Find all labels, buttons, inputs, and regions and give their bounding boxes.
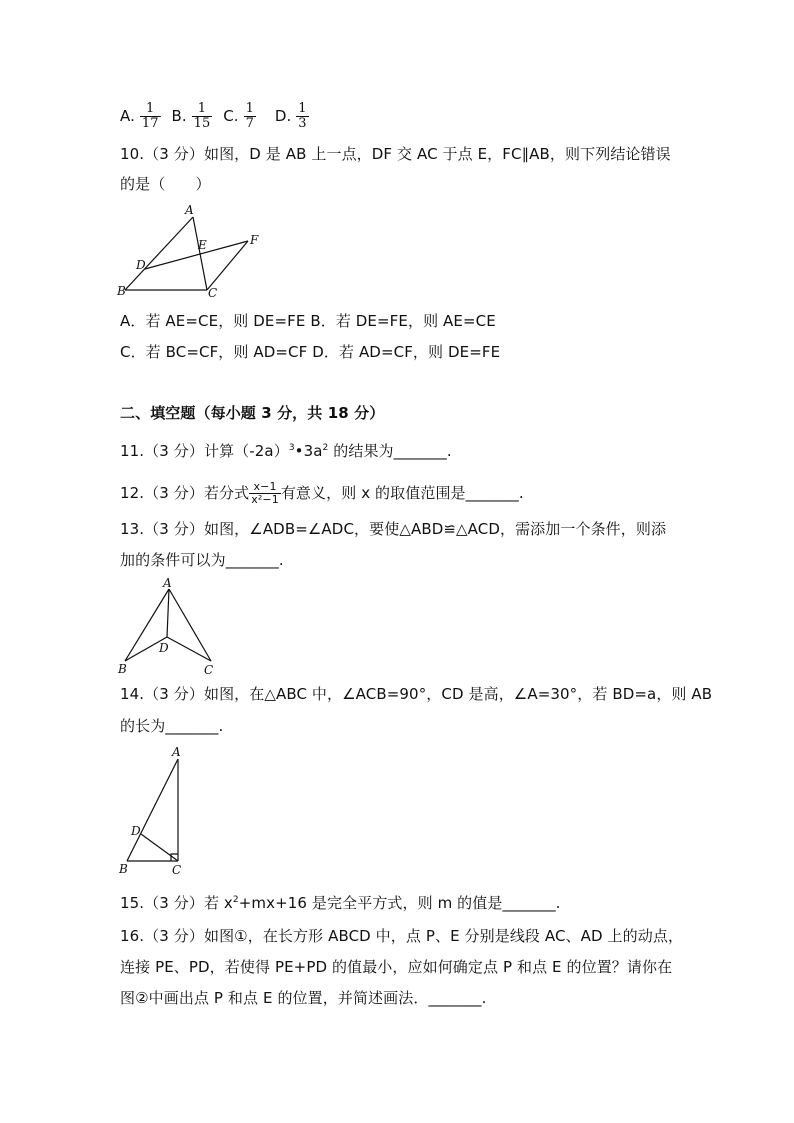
q14-line1: 14.（3 分）如图，在△ABC 中，∠ACB=90°，CD 是高，∠A=30°，若 BD=a，则 AB xyxy=(120,685,713,703)
q16-line3: 图②中画出点 P 和点 E 的位置，并简述画法．_______. xyxy=(120,989,487,1007)
q11: 11.（3 分）计算$(-2a)^3•3a^2$ 的结果为_______. xyxy=(120,442,452,460)
q9-option-c: C. $\frac{1}{7}$ xyxy=(223,101,254,131)
q9-option-d: D. $\frac{1}{3}$ xyxy=(274,101,307,131)
q10-figure xyxy=(115,200,275,305)
q10-line2: 的是（ ） xyxy=(120,175,211,193)
label-c: C xyxy=(172,863,182,877)
fraction-1-17: $\frac{1}{17}$ xyxy=(141,101,159,131)
fraction-x-minus-1-over-x2-minus-1: $\frac{x-1}{\text{x²−1}}$ xyxy=(251,480,279,506)
q16-line1: 16.（3 分）如图①，在长方形 ABCD 中，点 P、E 分别是线段 AC、AD 上的动点， xyxy=(120,927,684,945)
label-e: E xyxy=(198,238,207,252)
q15: 15.（3 分）若 $x^2+mx+16$ 是完全平方式，则 m 的值是_______. xyxy=(120,894,561,912)
q10-line1: 10.（3 分）如图，D 是 AB 上一点，DF 交 AC 于点 E，FC∥AB，则下列结论错误 xyxy=(120,145,671,163)
label-d: D xyxy=(159,641,169,655)
label-a: A xyxy=(172,745,181,759)
segment-ab xyxy=(125,217,193,290)
label-a: A xyxy=(163,576,172,590)
label-b: B xyxy=(118,662,127,676)
fraction-1-3: $\frac{1}{3}$ xyxy=(298,101,307,131)
q10-options-line2: C．若 BC=CF，则 AD=CF D．若 AD=CF，则 DE=FE xyxy=(120,343,501,361)
q14-line2: 的长为_______. xyxy=(120,717,224,735)
section-2-heading: 二、填空题（每小题 3 分，共 18 分） xyxy=(120,404,385,422)
q12: 12.（3 分）若分式 $\frac{x-1}{\text{x²−1}}$ 有意义，则 x 的取值范围是_______. xyxy=(120,480,524,506)
q13-line1: 13.（3 分）如图，∠ADB=∠ADC，要使△ABD≌△ACD，需添加一个条件，则添 xyxy=(120,520,667,538)
q16-line2: 连接 PE、PD，若使得 PE+PD 的值最小，应如何确定点 P 和点 E 的位置？请你在 xyxy=(120,958,673,976)
segment-ab xyxy=(127,759,178,861)
label-d: D xyxy=(131,824,141,838)
segment-df xyxy=(145,241,248,269)
label-b: B xyxy=(119,862,128,876)
label-b: B xyxy=(117,284,126,298)
q10-options-line1: A．若 AE=CE，则 DE=FE B．若 DE=FE，则 AE=CE xyxy=(120,312,496,330)
segment-fc xyxy=(207,241,248,290)
q13-line2: 加的条件可以为_______. xyxy=(120,551,284,569)
fraction-1-7: $\frac{1}{7}$ xyxy=(245,101,254,131)
q9-option-b: B. $\frac{1}{15}$ xyxy=(171,101,211,131)
label-c: C xyxy=(208,286,218,300)
segment-cd xyxy=(141,834,178,861)
label-a: A xyxy=(185,203,194,217)
segment-ad xyxy=(167,589,169,637)
q9-option-a: A. $\frac{1}{17}$ xyxy=(120,101,159,131)
label-c: C xyxy=(204,663,214,677)
q13-figure xyxy=(115,575,225,680)
q14-figure xyxy=(115,745,195,880)
label-d: D xyxy=(136,258,146,272)
fraction-1-15: $\frac{1}{15}$ xyxy=(193,101,211,131)
label-f: F xyxy=(250,233,259,247)
q9-options xyxy=(120,102,309,131)
